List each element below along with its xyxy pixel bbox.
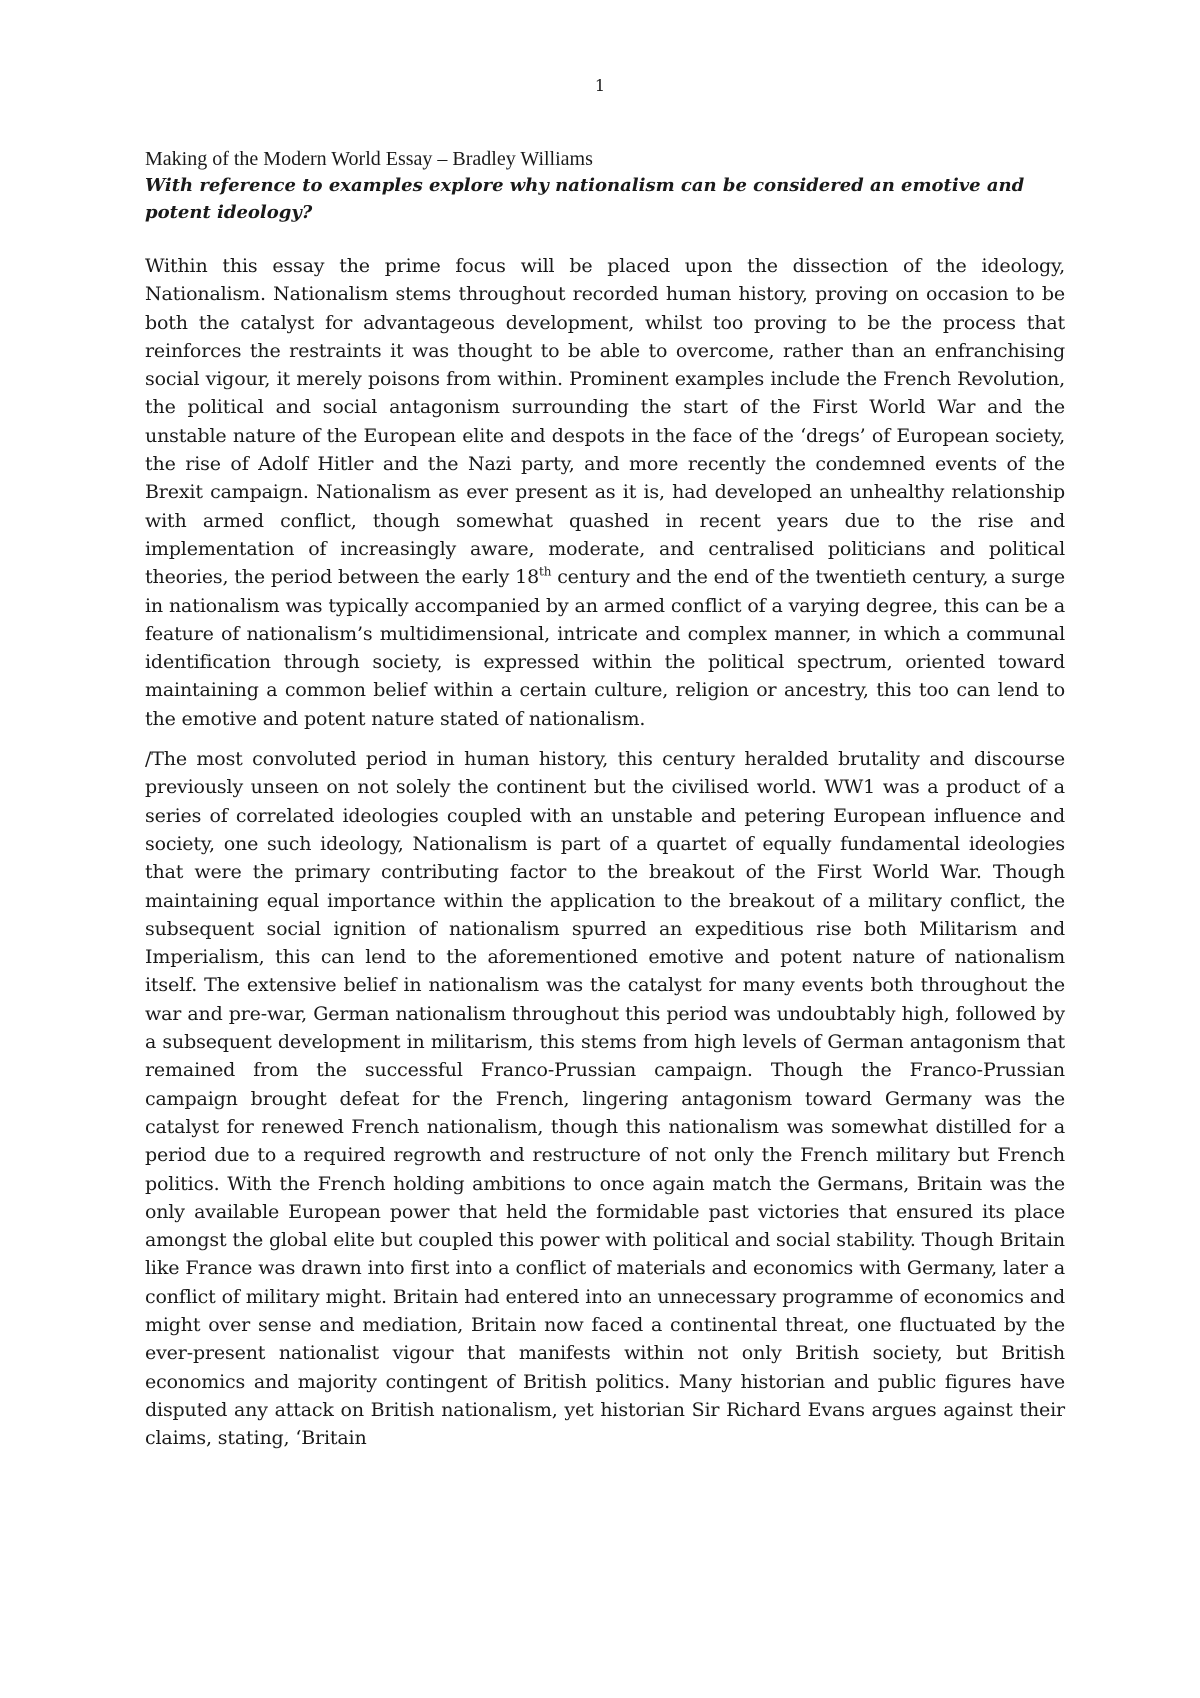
document-body bbox=[145, 146, 1065, 1464]
superscript-th: th bbox=[539, 564, 552, 579]
paragraph-2: /The most convoluted period in human history, this century heralded brutality and discourse previously unseen on not solely the continent but the civilised world. WW1 was a product of a series of correlated ideologies coupled with an unstable and petering European influence and society, one such ideology, Nationalism is part of a quartet of equally fundamental ideologies that were the primary contributing factor to the breakout of the First World War. Though maintaining equal importance within the application to the breakout of a military conflict, the subsequent social ignition of nationalism spurred an expeditious rise both Militarism and Imperialism, this can lend to the aforementioned emotive and potent nature of nationalism itself. The extensive belief in nationalism was the catalyst for many events both throughout the war and pre-war, German nationalism throughout this period was undoubtably high, followed by a subsequent development in militarism, this stems from high levels of German antagonism that remained from the successful Franco-Prussian campaign. Though the Franco-Prussian campaign brought defeat for the French, lingering antagonism toward Germany was the catalyst for renewed French nationalism, though this nationalism was somewhat distilled for a period due to a required regrowth and restructure of not only the French military but French politics. With the French holding ambitions to once again match the Germans, Britain was the only available European power that held the formidable past victories that ensured its place amongst the global elite but coupled this power with political and social stability. Though Britain like France was drawn into first into a conflict of materials and economics with Germany, later a conflict of military might. Britain had entered into an unnecessary programme of economics and might over sense and mediation, Britain now faced a continental threat, one fluctuated by the ever-present nationalist vigour that manifests within not only British society, but British economics and majority contingent of British politics. Many historian and public figures have disputed any attack on British nationalism, yet historian Sir Richard Evans argues against their claims, stating, ‘Britain bbox=[145, 748, 1065, 1450]
essay-question: With reference to examples explore why nationalism can be considered an emotive and potent ideology? bbox=[145, 175, 1025, 223]
paragraph-1 bbox=[145, 252, 1065, 733]
paragraph-1-text: Within this essay the prime focus will be placed upon the dissection of the ideology, Nationalism. Nationalism stems throughout recorded human history, proving on occasion to be both the catalyst for advantageous development, whilst too proving to be the process that reinforces the restraints it was thought to be able to overcome, rather than an enfranchising social vigour, it merely poisons from within. Prominent examples include the French Revolution, the political and social antagonism surrounding the start of the First World War and the unstable nature of the European elite and despots in the face of the ‘dregs’ of European society, the rise of Adolf Hitler and the Nazi party, and more recently the condemned events of the Brexit campaign. Nationalism as ever present as it is, had developed an unhealthy relationship with armed conflict, though somewhat quashed in recent years due to the rise and implementation of increasingly aware, moderate, and centralised politicians and political theories, the period between the early 18 bbox=[145, 255, 1065, 589]
paragraph-1-text-continued: century and the end of the twentieth century, a surge in nationalism was typically accompanied by an armed conflict of a varying degree, this can be a feature of nationalism’s multidimensional, intricate and complex manner, in which a communal identification through society, is expressed within the political spectrum, oriented toward maintaining a common belief within a certain culture, religion or ancestry, this too can lend to the emotive and potent nature stated of nationalism. bbox=[145, 566, 1065, 730]
essay-title: Making of the Modern World Essay – Bradley Williams bbox=[145, 148, 593, 170]
page-number: 1 bbox=[594, 76, 606, 95]
